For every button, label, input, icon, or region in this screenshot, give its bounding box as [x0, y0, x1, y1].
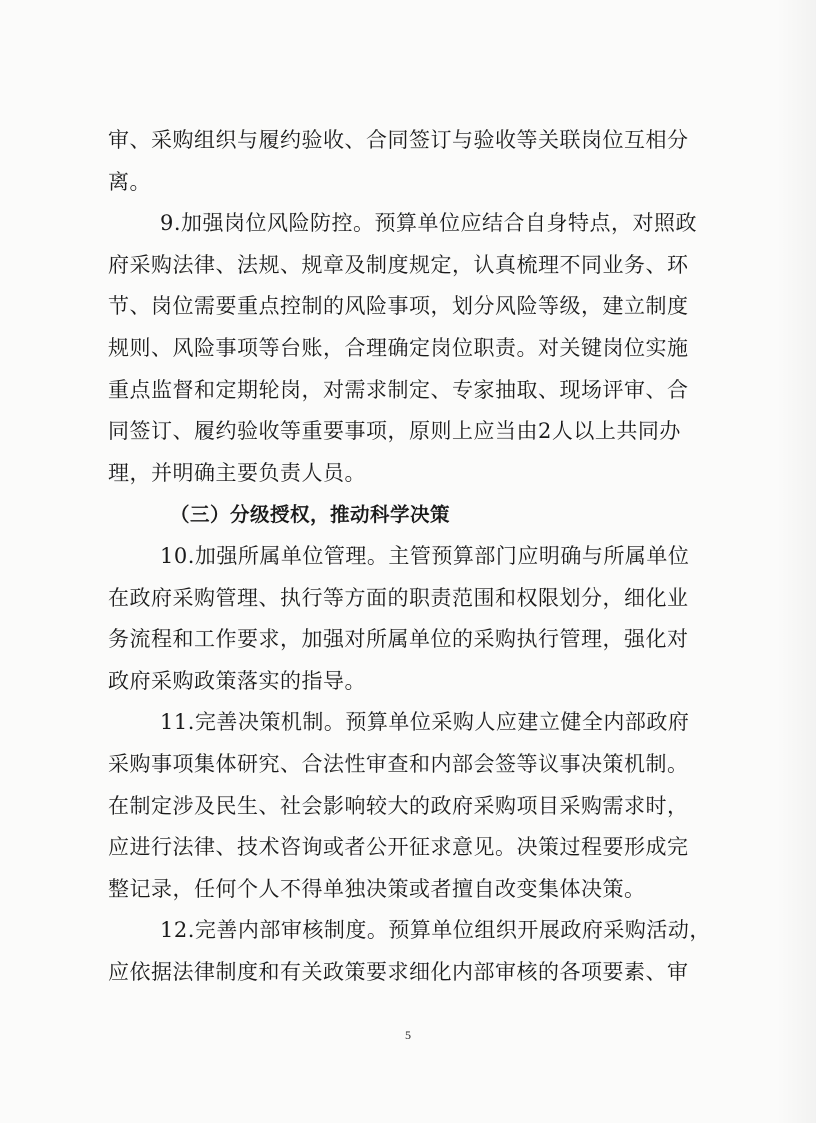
- text-line: 理，并明确主要负责人员。: [108, 460, 366, 485]
- text-line: 应进行法律、技术咨询或者公开征求意见。决策过程要形成完: [108, 835, 689, 860]
- text-line: 审、采购组织与履约验收、合同签订与验收等关联岗位互相分: [108, 128, 689, 152]
- text-line: 整记录，任何个人不得单独决策或者擅自改变集体决策。: [108, 876, 646, 901]
- text-line: 重点监督和定期轮岗，对需求制定、专家抽取、现场评审、合: [108, 377, 689, 402]
- text-line: 务流程和工作要求，加强对所属单位的采购执行管理，强化对: [108, 627, 689, 652]
- text-line: 同签订、履约验收等重要事项，原则上应当由2人以上共同办: [108, 419, 681, 444]
- section-heading: （三）分级授权，推动科学决策: [170, 503, 451, 527]
- text-line: 府采购法律、法规、规章及制度规定，认真梳理不同业务、环: [108, 252, 689, 277]
- text-line: 采购事项集体研究、合法性审查和内部会签等议事决策机制。: [108, 751, 689, 776]
- text-line: 在制定涉及民生、社会影响较大的政府采购项目采购需求时，: [108, 793, 689, 818]
- text-line: 规则、风险事项等台账，合理确定岗位职责。对关键岗位实施: [108, 335, 689, 360]
- paragraph-start: 11.完善决策机制。预算单位采购人应建立健全内部政府: [160, 710, 690, 735]
- body-text: [108, 120, 711, 993]
- paragraph-start: 12.完善内部审核制度。预算单位组织开展政府采购活动，: [160, 918, 711, 943]
- page-number: 5: [405, 1028, 411, 1042]
- paragraph-start: 10.加强所属单位管理。主管预算部门应明确与所属单位: [160, 543, 690, 568]
- paragraph-start: 9.加强岗位风险防控。预算单位应结合自身特点，对照政: [160, 211, 698, 236]
- text-line: 应依据法律制度和有关政策要求细化内部审核的各项要素、审: [108, 959, 689, 984]
- text-line: 节、岗位需要重点控制的风险事项，划分风险等级，建立制度: [108, 294, 689, 319]
- text-line: 政府采购政策落实的指导。: [108, 668, 366, 693]
- text-line: 在政府采购管理、执行等方面的职责范围和权限划分，细化业: [108, 585, 689, 610]
- text-line: 离。: [108, 169, 151, 194]
